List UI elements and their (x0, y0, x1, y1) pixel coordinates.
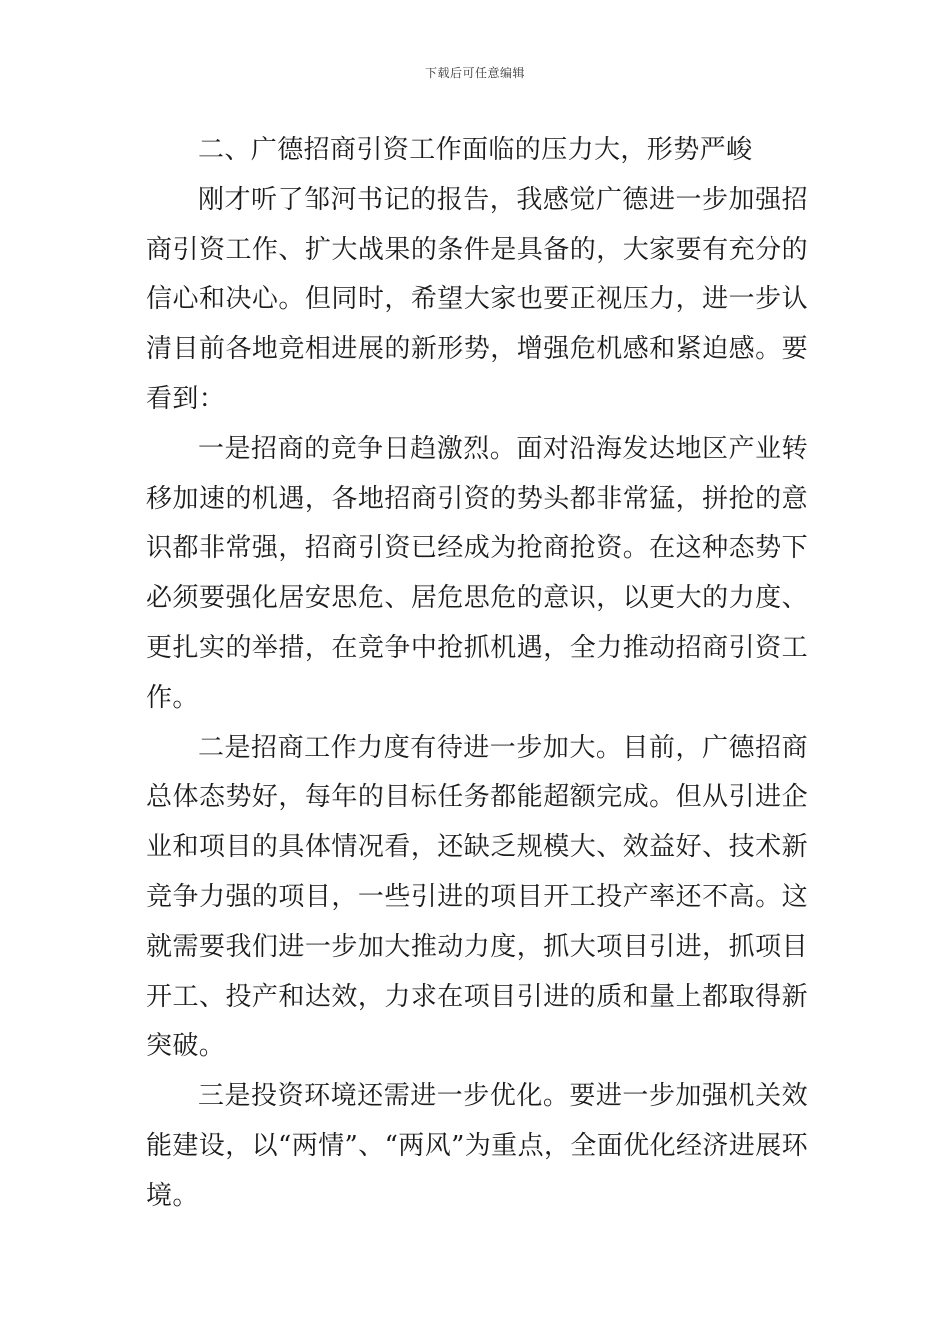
paragraph-point-two: 二是招商工作力度有待进一步加大。目前，广德招商总体态势好，每年的目标任务都能超额完成。但从引进企业和项目的具体情况看，还缺乏规模大、效益好、技术新竞争力强的项目，一些引进的项目开工投产率还不高。这就需要我们进一步加大推动力度，抓大项目引进，抓项目开工、投产和达效，力求在项目引进的质和量上都取得新突破。 (146, 732, 808, 1062)
document-body (146, 126, 808, 1222)
header-note: 下载后可任意编辑 (424, 66, 525, 80)
paragraph-intro: 刚才听了邹河书记的报告，我感觉广德进一步加强招商引资工作、扩大战果的条件是具备的，大家要有充分的信心和决心。但同时，希望大家也要正视压力，进一步认清目前各地竞相进展的新形势，增强危机感和紧迫感。要看到： (146, 184, 808, 414)
paragraph-point-one: 一是招商的竞争日趋激烈。面对沿海发达地区产业转移加速的机遇，各地招商引资的势头都非常猛，拼抢的意识都非常强，招商引资已经成为抢商抢资。在这种态势下必须要强化居安思危、居危思危的意识，以更大的力度、更扎实的举措，在竞争中抢抓机遇，全力推动招商引资工作。 (146, 433, 808, 713)
section-heading: 二、广德招商引资工作面临的压力大，形势严峻 (198, 135, 753, 165)
paragraph-point-three: 三是投资环境还需进一步优化。要进一步加强机关效能建设，以“两情”、“两风”为重点，全面优化经济进展环境。 (146, 1081, 808, 1211)
